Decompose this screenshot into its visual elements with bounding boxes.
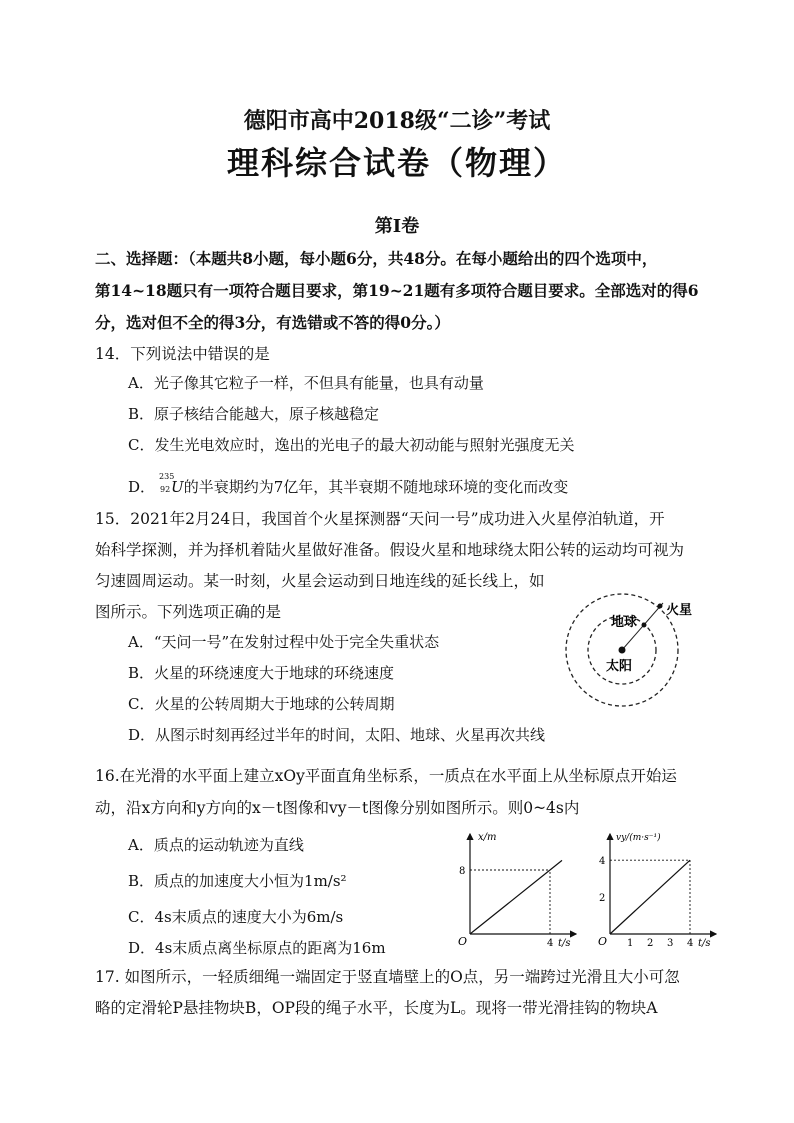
origin-label: O xyxy=(598,935,608,948)
q14-option-d-prefix: D． xyxy=(128,478,156,496)
sun-dot xyxy=(619,647,626,654)
nuclide-notation xyxy=(159,472,175,494)
instructions-line1: 二、选择题：（本题共8小题，每小题6分，共48分。在每小题给出的四个选项中， xyxy=(95,249,658,268)
y-tick-label: 8 xyxy=(459,866,466,877)
x-t-chart xyxy=(452,828,582,948)
x-tick-label: 1 xyxy=(627,938,634,948)
sun-label: 太阳 xyxy=(606,659,633,674)
q14-option-b: B．原子核结合能越大，原子核越稳定 xyxy=(128,405,380,423)
q17-line2: 略的定滑轮P悬挂物块B，OP段的绳子水平，长度为L。现将一带光滑挂钩的物块A xyxy=(95,999,658,1017)
x-tick-label: 3 xyxy=(667,938,674,948)
x-tick-label: 4 xyxy=(687,938,694,948)
mars-dot xyxy=(658,604,663,609)
q15-line2: 始科学探测，并为择机着陆火星做好准备。假设火星和地球绕太阳公转的运动均可视为 xyxy=(95,541,685,559)
exam-title: 德阳市高中2018级“二诊”考试 xyxy=(243,108,551,134)
earth-dot xyxy=(642,623,647,628)
y-tick-label: 2 xyxy=(599,893,606,905)
q16-option-d: D．4s末质点离坐标原点的距离为16m xyxy=(128,939,386,957)
nuclide-symbol: U xyxy=(171,478,184,496)
y-axis-label: vy/(m·s⁻¹) xyxy=(616,833,661,843)
x-tick-label: 2 xyxy=(647,938,654,948)
instructions-line3: 分，选对但不全的得3分，有选错或不答的得0分。） xyxy=(95,313,450,332)
q15-option-d: D．从图示时刻再经过半年的时间，太阳、地球、火星再次共线 xyxy=(128,726,546,744)
q15-option-b: B．火星的环绕速度大于地球的环绕速度 xyxy=(128,664,395,682)
q14-option-d-text: 的半衰期约为7亿年，其半衰期不随地球环境的变化而改变 xyxy=(183,478,569,496)
y-tick-label: 4 xyxy=(599,856,606,868)
q15-option-a: A．“天问一号”在发射过程中处于完全失重状态 xyxy=(128,633,440,651)
origin-label: O xyxy=(458,935,468,948)
y-axis-label: x/m xyxy=(478,832,497,843)
x-tick-label: 4 xyxy=(547,938,554,948)
q16-option-b: B．质点的加速度大小恒为1m/s² xyxy=(128,872,347,890)
instructions-line2: 第14~18题只有一项符合题目要求，第19~21题有多项符合题目要求。全部选对的得6 xyxy=(95,281,699,300)
orbit-figure xyxy=(560,590,710,710)
q14-option-c: C．发生光电效应时，逸出的光电子的最大初动能与照射光强度无关 xyxy=(128,436,575,454)
q14-stem: 14．下列说法中错误的是 xyxy=(95,345,270,363)
paper-title: 理科综合试卷（物理） xyxy=(226,144,567,182)
q17-line1: 17. 如图所示，一轻质细绳一端固定于竖直墙壁上的O点，另一端跨过光滑且大小可忽 xyxy=(95,968,680,986)
q15-line3: 匀速圆周运动。某一时刻，火星会运动到日地连线的延长线上，如 xyxy=(95,572,545,590)
x-axis-label: t/s xyxy=(698,938,711,948)
q16-option-a: A．质点的运动轨迹为直线 xyxy=(128,836,304,854)
x-axis-label: t/s xyxy=(558,938,571,948)
nuclide-charge-number: 92 xyxy=(160,485,171,494)
q15-line4: 图所示。下列选项正确的是 xyxy=(95,603,282,621)
mars-label: 火星 xyxy=(666,603,693,618)
q15-line1: 15．2021年2月24日，我国首个火星探测器“天问一号”成功进入火星停泊轨道，开 xyxy=(95,510,665,528)
nuclide-mass-number: 235 xyxy=(159,472,175,481)
q15-option-c: C．火星的公转周期大于地球的公转周期 xyxy=(128,695,395,713)
volume-title: 第Ⅰ卷 xyxy=(374,216,420,237)
q16-line1: 16.在光滑的水平面上建立xOy平面直角坐标系，一质点在水平面上从坐标原点开始运 xyxy=(95,767,677,785)
earth-label: 地球 xyxy=(611,615,638,630)
series-line xyxy=(610,860,690,934)
vy-t-chart xyxy=(592,828,722,948)
q14-option-a: A．光子像其它粒子一样，不但具有能量，也具有动量 xyxy=(128,374,484,392)
q16-line2: 动，沿x方向和y方向的x－t图像和vy－t图像分别如图所示。则0~4s内 xyxy=(95,799,580,817)
q14-option-d xyxy=(128,472,569,497)
series-line xyxy=(470,860,562,934)
q16-option-c: C．4s末质点的速度大小为6m/s xyxy=(128,908,344,926)
